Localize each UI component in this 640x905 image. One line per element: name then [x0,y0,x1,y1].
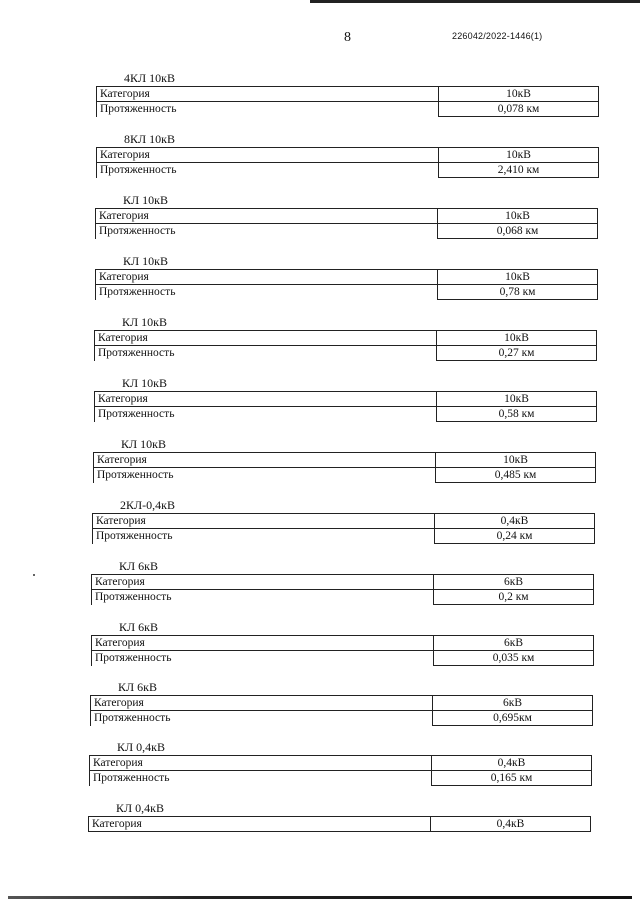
category-label: Категория [93,514,435,529]
cable-section [94,375,597,422]
properties-table [92,513,595,544]
length-row [97,102,599,117]
category-row [90,756,592,771]
category-value: 6кВ [434,636,594,651]
category-row [95,392,597,407]
properties-table [88,816,591,832]
section-title: 4КЛ 10кВ [124,71,175,85]
length-label: Протяженность [96,285,438,300]
properties-table [96,147,599,178]
scan-speck [33,574,35,576]
section-title: КЛ 0,4кВ [117,740,165,754]
cable-section [95,253,598,300]
bottom-scan-line [8,896,632,899]
category-label: Категория [92,575,434,590]
category-value: 6кВ [434,575,594,590]
category-label: Категория [95,331,437,346]
section-title: КЛ 10кВ [123,193,168,207]
length-row [92,651,594,666]
length-label: Протяженность [92,651,434,666]
category-row [96,209,598,224]
length-label: Протяженность [96,224,438,239]
properties-table [89,755,592,786]
cable-section [94,314,597,361]
length-value: 0,078 км [439,102,599,117]
cable-section [91,558,594,605]
length-value: 0,068 км [438,224,598,239]
length-value: 0,695км [433,711,593,726]
category-label: Категория [97,87,439,102]
properties-table [94,330,597,361]
section-title: КЛ 6кВ [119,559,158,573]
length-label: Протяженность [97,163,439,178]
length-value: 0,78 км [438,285,598,300]
category-value: 10кВ [436,453,596,468]
properties-table [95,269,598,300]
category-label: Категория [92,636,434,651]
section-title: 8КЛ 10кВ [124,132,175,146]
length-row [95,346,597,361]
category-value: 10кВ [438,270,598,285]
section-title: КЛ 10кВ [123,254,168,268]
category-value: 10кВ [437,331,597,346]
category-value: 10кВ [438,209,598,224]
length-row [96,285,598,300]
properties-table [93,452,596,483]
category-row [89,817,591,832]
category-row [95,331,597,346]
category-value: 6кВ [433,696,593,711]
document-reference: 226042/2022-1446(1) [452,31,543,41]
category-row [94,453,596,468]
category-label: Категория [97,148,439,163]
category-value: 0,4кВ [435,514,595,529]
length-label: Протяженность [94,468,436,483]
length-value: 0,485 км [436,468,596,483]
length-value: 0,58 км [437,407,597,422]
category-value: 10кВ [439,87,599,102]
cable-section [89,739,592,786]
length-row [95,407,597,422]
section-title: КЛ 6кВ [118,680,157,694]
cable-section [95,192,598,239]
section-title: 2КЛ-0,4кВ [120,498,175,512]
properties-table [95,208,598,239]
section-title: КЛ 0,4кВ [116,801,164,815]
length-label: Протяженность [97,102,439,117]
category-row [92,636,594,651]
cable-section [91,619,594,666]
category-row [96,270,598,285]
length-label: Протяженность [90,771,432,786]
cable-section [90,679,593,726]
length-row [97,163,599,178]
category-row [92,575,594,590]
category-row [97,148,599,163]
category-row [93,514,595,529]
cable-section [93,436,596,483]
properties-table [94,391,597,422]
length-row [91,711,593,726]
properties-table [91,635,594,666]
properties-table [91,574,594,605]
length-row [94,468,596,483]
properties-table [90,695,593,726]
top-scan-line [310,0,640,3]
cable-section [96,131,599,178]
cable-section [96,70,599,117]
length-row [92,590,594,605]
category-value: 0,4кВ [431,817,591,832]
length-label: Протяженность [92,590,434,605]
category-row [97,87,599,102]
length-label: Протяженность [91,711,433,726]
category-label: Категория [96,209,438,224]
category-value: 10кВ [439,148,599,163]
category-row [91,696,593,711]
category-label: Категория [89,817,431,832]
length-label: Протяженность [93,529,435,544]
length-row [90,771,592,786]
section-title: КЛ 6кВ [119,620,158,634]
category-value: 0,4кВ [432,756,592,771]
section-title: КЛ 10кВ [121,437,166,451]
category-label: Категория [91,696,433,711]
length-value: 2,410 км [439,163,599,178]
section-title: КЛ 10кВ [122,315,167,329]
length-value: 0,2 км [434,590,594,605]
category-value: 10кВ [437,392,597,407]
length-value: 0,24 км [435,529,595,544]
length-row [93,529,595,544]
category-label: Категория [96,270,438,285]
length-label: Протяженность [95,346,437,361]
section-title: КЛ 10кВ [122,376,167,390]
cable-section [92,497,595,544]
page-number: 8 [344,30,351,45]
cable-section [88,800,591,832]
length-value: 0,165 км [432,771,592,786]
length-value: 0,27 км [437,346,597,361]
category-label: Категория [90,756,432,771]
length-row [96,224,598,239]
category-label: Категория [95,392,437,407]
category-label: Категория [94,453,436,468]
length-label: Протяженность [95,407,437,422]
length-value: 0,035 км [434,651,594,666]
properties-table [96,86,599,117]
